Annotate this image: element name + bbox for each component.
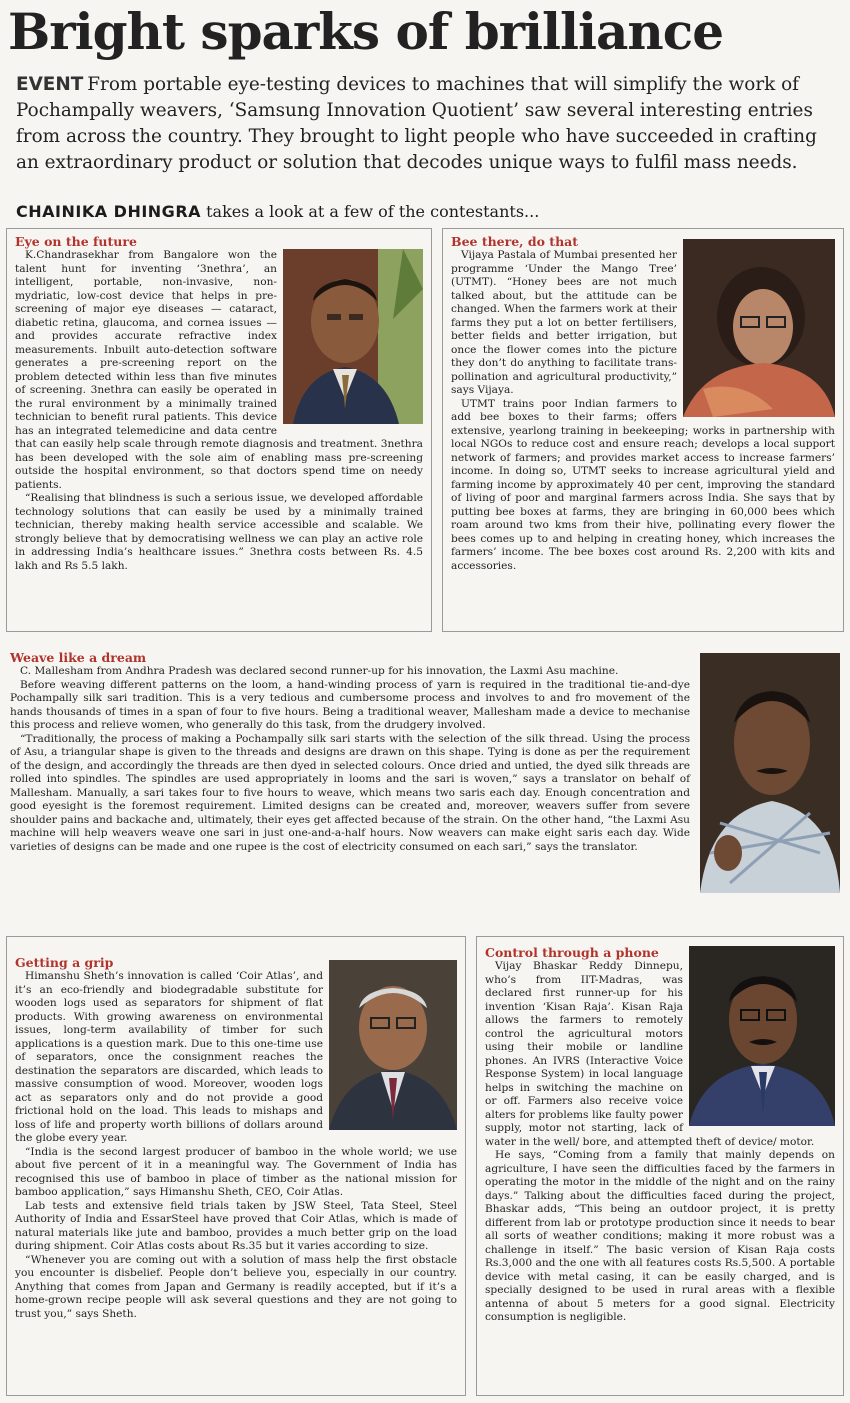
paragraph: UTMT trains poor Indian farmers to add bee boxes to their farms; offers extensive, yearlong training in beekeeping; works in partnership with local NGOs to reduce cost and ensure reach; develops a local support network of farmers; and provides market access to increase farmers’ income. In doing so, UTMT seeks to increase agricultural yield and farming income by approximately 40 per cent, improving the standard of living of poor and marginal farmers across India. She says that by putting bee boxes at farms, they are bringing in 60,000 bees which roam around two kms from their hive, pollinating every flower the bees comes up to and helping in creating honey, which increases the farmers’ income. The bee boxes cost around Rs. 2,200 with kits and accessories. (451, 397, 835, 572)
section-body (485, 960, 835, 1325)
paragraph: “Realising that blindness is such a serious issue, we developed affordable technology solutions that can easily be used by a minimally trained technician, thereby making health service accessible and scalable. We strongly believe that by democratising wellness we can play an active role in addressing India’s healthcare issues.” 3nethra costs between Rs. 4.5 lakh and Rs 5.5 lakh. (15, 492, 423, 572)
standfirst-text: From portable eye-testing devices to machines that will simplify the work of Pochampally weavers, ‘Samsung Innovation Quotient’ saw several interesting entries from across the country. They brought to light people who have succeeded in crafting an extraordinary product or solution that decodes unique ways to fulfil mass needs. (16, 74, 817, 173)
section-weave-like-a-dream (6, 650, 844, 912)
section-bee-there-do-that (442, 228, 844, 632)
section-eye-on-the-future (6, 228, 432, 632)
standfirst (16, 72, 844, 176)
paragraph: Vijay Bhaskar Reddy Dinnepu, who’s from IIT-Madras, was declared first runner-up for his invention ‘Kisan Raja’. Kisan Raja allows the farmers to remotely control the agricultural motors using their mobile or landline phones. An IVRS (Interactive Voice Response System) in local language helps in switching the machine on or off. Farmers also receive voice alters for problems like faulty power supply, motor not starting, lack of water in the well/ bore, and attempted theft of device/ motor. (485, 960, 815, 1148)
paragraph: Before weaving different patterns on the loom, a hand-winding process of yarn is required in the traditional tie-and-dye Pochampally silk sari tradition. This is a very tedious and cumbersome process and involves to and fro movement of the hands thousands of times in a span of four to five hours. Being a traditional weaver, Mallesham made a device to mechanise this process and relieve women, who generally do this task, from the drudgery involved. (10, 678, 690, 731)
portrait-vijay-bhaskar-photo (689, 946, 835, 1126)
section-title: Control through a phone (485, 945, 659, 960)
portrait-himanshu-sheth-photo (329, 960, 457, 1130)
paragraph: Lab tests and extensive field trials taken by JSW Steel, Tata Steel, Steel Authority of India and EssarSteel have proved that Coir Atlas, which is made of natural materials like jute and bamboo, provides a much better grip on the load during shipment. Coir Atlas costs about Rs.35 but it varies according to size. (15, 1199, 457, 1252)
section-title: Weave like a dream (10, 650, 147, 665)
section-control-through-a-phone (476, 936, 844, 1396)
section-body (15, 249, 423, 573)
paragraph: C. Mallesham from Andhra Pradesh was declared second runner-up for his innovation, the Laxmi Asu machine. (20, 665, 619, 677)
paragraph: “Whenever you are coming out with a solution of mass help the first obstacle you encounter is disbelief. People don’t believe you, especially in our country. Anything that comes from Japan and Germany is readily accepted, but if it’s a home-grown recipe people will ask several questions and they are not going to trust you,” says Sheth. (15, 1253, 457, 1320)
section-title: Eye on the future (15, 234, 137, 249)
byline (16, 200, 844, 224)
section-getting-a-grip (6, 936, 466, 1396)
portrait-mallesham-photo (700, 653, 840, 893)
byline-name: CHAINIKA DHINGRA (16, 202, 202, 221)
headline: Bright sparks of brilliance (8, 2, 724, 61)
portrait-chandrasekhar-photo (283, 249, 423, 424)
section-body (451, 249, 835, 573)
paragraph: K.Chandrasekhar from Bangalore won the talent hunt for inventing ‘3nethra’, an intelligent, portable, non-invasive, non-mydriatic, low-cost device that helps in pre-screening of major eye diseases — cataract, diabetic retina, glaucoma, and cornea issues — and provides accurate refractive index measurements. Inbuilt auto-detection software generates a pre-screening report on the problem detected within less than five minutes of screening. 3nethra can easily be operated in the rural environment by a minimally trained technician to benefit rural patients. This device has an integrated telemedicine and data centre that can easily help scale through remote diagnosis and treatment. 3nethra has been developed with the sole aim of enabling mass pre-screening outside the hospital environment, so that doctors spend time on needy patients. (15, 249, 423, 491)
paragraph: He says, “Coming from a family that mainly depends on agriculture, I have seen the difficulties faced by the farmers in operating the motor in the middle of the night and on the rainy days.” Talking about the difficulties faced during the project, Bhaskar adds, “This being an outdoor project, it is pretty different from lab or prototype production since it needs to bear all sorts of weather conditions; making it more robust was a challenge in itself.” The basic version of Kisan Raja costs Rs.3,000 and the one with all features costs Rs.5,500. A portable device with metal casing, it can be easily charged, and is specially designed to be used in rural areas with a flexible antenna of about 5 meters for a good signal. Electricity consumption is negligible. (485, 1149, 835, 1323)
event-tag: EVENT (16, 74, 84, 95)
section-body (15, 970, 457, 1321)
section-body (10, 665, 840, 854)
section-title: Bee there, do that (451, 234, 579, 249)
byline-text: takes a look at a few of the contestants... (206, 202, 540, 221)
portrait-vijaya-pastala-photo (683, 239, 835, 417)
paragraph: Himanshu Sheth’s innovation is called ‘Coir Atlas’, and it’s an eco-friendly and biodegradable substitute for wooden logs used as separators for shipment of flat products. With growing awareness on environmental issues, long-term availability of timber for such applications is a question mark. Due to this one-time use of separators, once the consignment reaches the destination the separators are discarded, which leads to massive consumption of wood. Moreover, wooden logs act as separators only and do not provide a good frictional hold on the load. This leads to mishaps and loss of life and property worth billions of dollars around the globe every year. (15, 970, 323, 1144)
paragraph: Vijaya Pastala of Mumbai presented her programme ‘Under the Mango Tree’ (UTMT). “Honey bees are not much talked about, but the attitude can be changed. When the farmers work at their farms they put a lot on better fertilisers, better fields and better irrigation, but once the flower comes into the picture they don’t do anything to facilitate trans-pollination and agricultural productivity,” says Vijaya. (451, 249, 677, 396)
paragraph: “Traditionally, the process of making a Pochampally silk sari starts with the selection of the silk thread. Using the process of Asu, a triangular shape is given to the threads and designs are drawn on this shape. Tying is done as per the requirement of the design, and accordingly the threads are then dyed in selected colours. Once dried and untied, the dyed silk threads are rolled into spindles. The spindles are used appropriately in looms and the sari is woven,” says a translator on behalf of Mallesham. Manually, a sari takes four to five hours to weave, which means two saris each day. Enough concentration and good eyesight is the foremost requirement. Limited designs can be created and, moreover, weavers suffer from severe shoulder pains and backache and, ultimately, their eyes get affected because of the strain. On the other hand, “the Laxmi Asu machine will help weavers weave one sari in just one-and-a-half hours. Now weavers can make eight saris each day. Wide varieties of designs can be made and one rupee is the cost of electricity consumed on each sari,” says the translator. (10, 732, 690, 853)
paragraph: “India is the second largest producer of bamboo in the whole world; we use about five percent of it in a meaningful way. The Government of India has recognised this use of bamboo in place of timber as the national mission for bamboo application,” says Himanshu Sheth, CEO, Coir Atlas. (15, 1145, 457, 1198)
section-title: Getting a grip (15, 955, 114, 970)
